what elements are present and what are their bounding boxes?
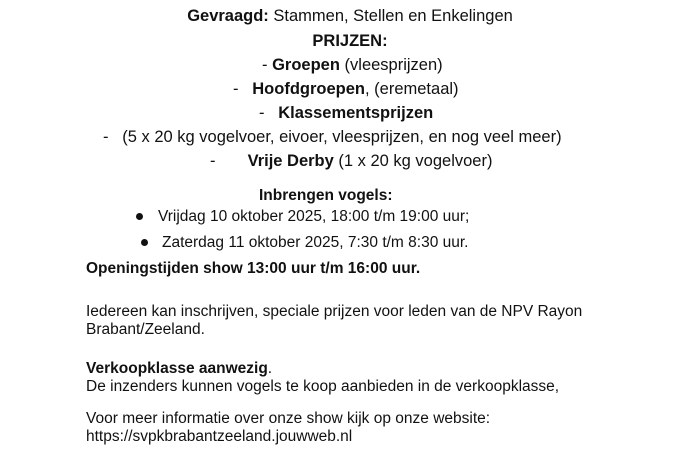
intake-item: Zaterdag 11 oktober 2025, 7:30 t/m 8:30 uur.	[162, 234, 469, 251]
sales-heading-text: Verkoopklasse aanwezig	[86, 360, 268, 377]
intake-item: Vrijdag 10 oktober 2025, 18:00 t/m 19:00 uur;	[158, 208, 470, 225]
intake-heading	[259, 186, 393, 206]
opening-hours-text: Openingstijden show 13:00 uur t/m 16:00 uur.	[86, 260, 421, 277]
registration-line-2: Brabant/Zeeland.	[86, 321, 205, 338]
sales-heading-suffix: .	[267, 360, 273, 377]
requested-line	[0, 6, 700, 26]
intake-heading-text: Inbrengen vogels:	[259, 187, 393, 204]
prize-item-klassement	[259, 103, 433, 123]
sales-heading	[86, 359, 272, 379]
info-line: Voor meer informatie over onze show kijk op onze website:	[86, 410, 491, 427]
prize-item-derby	[210, 151, 492, 171]
prize-bold: Groepen	[272, 56, 340, 74]
prize-item-details	[103, 127, 562, 147]
prize-bold: Hoofdgroepen	[252, 80, 365, 98]
registration-line-1: Iedereen kan inschrijven, speciale prijzen voor leden van de NPV Rayon	[86, 303, 583, 320]
bullet-icon	[141, 239, 148, 246]
prize-rest: (5 x 20 kg vogelvoer, eivoer, vleesprijzen, en nog veel meer)	[122, 128, 562, 146]
bullet-icon	[136, 213, 143, 220]
prize-rest: (1 x 20 kg vogelvoer)	[333, 152, 493, 170]
sales-text: De inzenders kunnen vogels te koop aanbieden in de verkoopklasse,	[86, 378, 560, 395]
requested-value: Stammen, Stellen en Enkelingen	[268, 7, 513, 25]
prize-bold: Klassementsprijzen	[278, 104, 434, 122]
prizes-heading	[0, 31, 700, 51]
prize-item-groepen	[262, 55, 443, 75]
prize-dash: -	[233, 80, 253, 98]
prizes-heading-text: PRIJZEN:	[312, 32, 388, 50]
prize-rest: (vleesprijzen)	[339, 56, 443, 74]
prize-rest: , (eremetaal)	[365, 80, 459, 98]
prize-bold: Vrije Derby	[247, 152, 334, 170]
requested-label: Gevraagd:	[187, 7, 269, 25]
prize-dash: -	[103, 128, 123, 146]
prize-item-hoofdgroepen	[233, 79, 459, 99]
prize-dash: -	[262, 56, 273, 74]
prize-dash: -	[210, 152, 248, 170]
website-link[interactable]: https://svpkbrabantzeeland.jouwweb.nl	[86, 428, 353, 445]
prize-dash: -	[259, 104, 279, 122]
opening-hours	[86, 259, 420, 279]
